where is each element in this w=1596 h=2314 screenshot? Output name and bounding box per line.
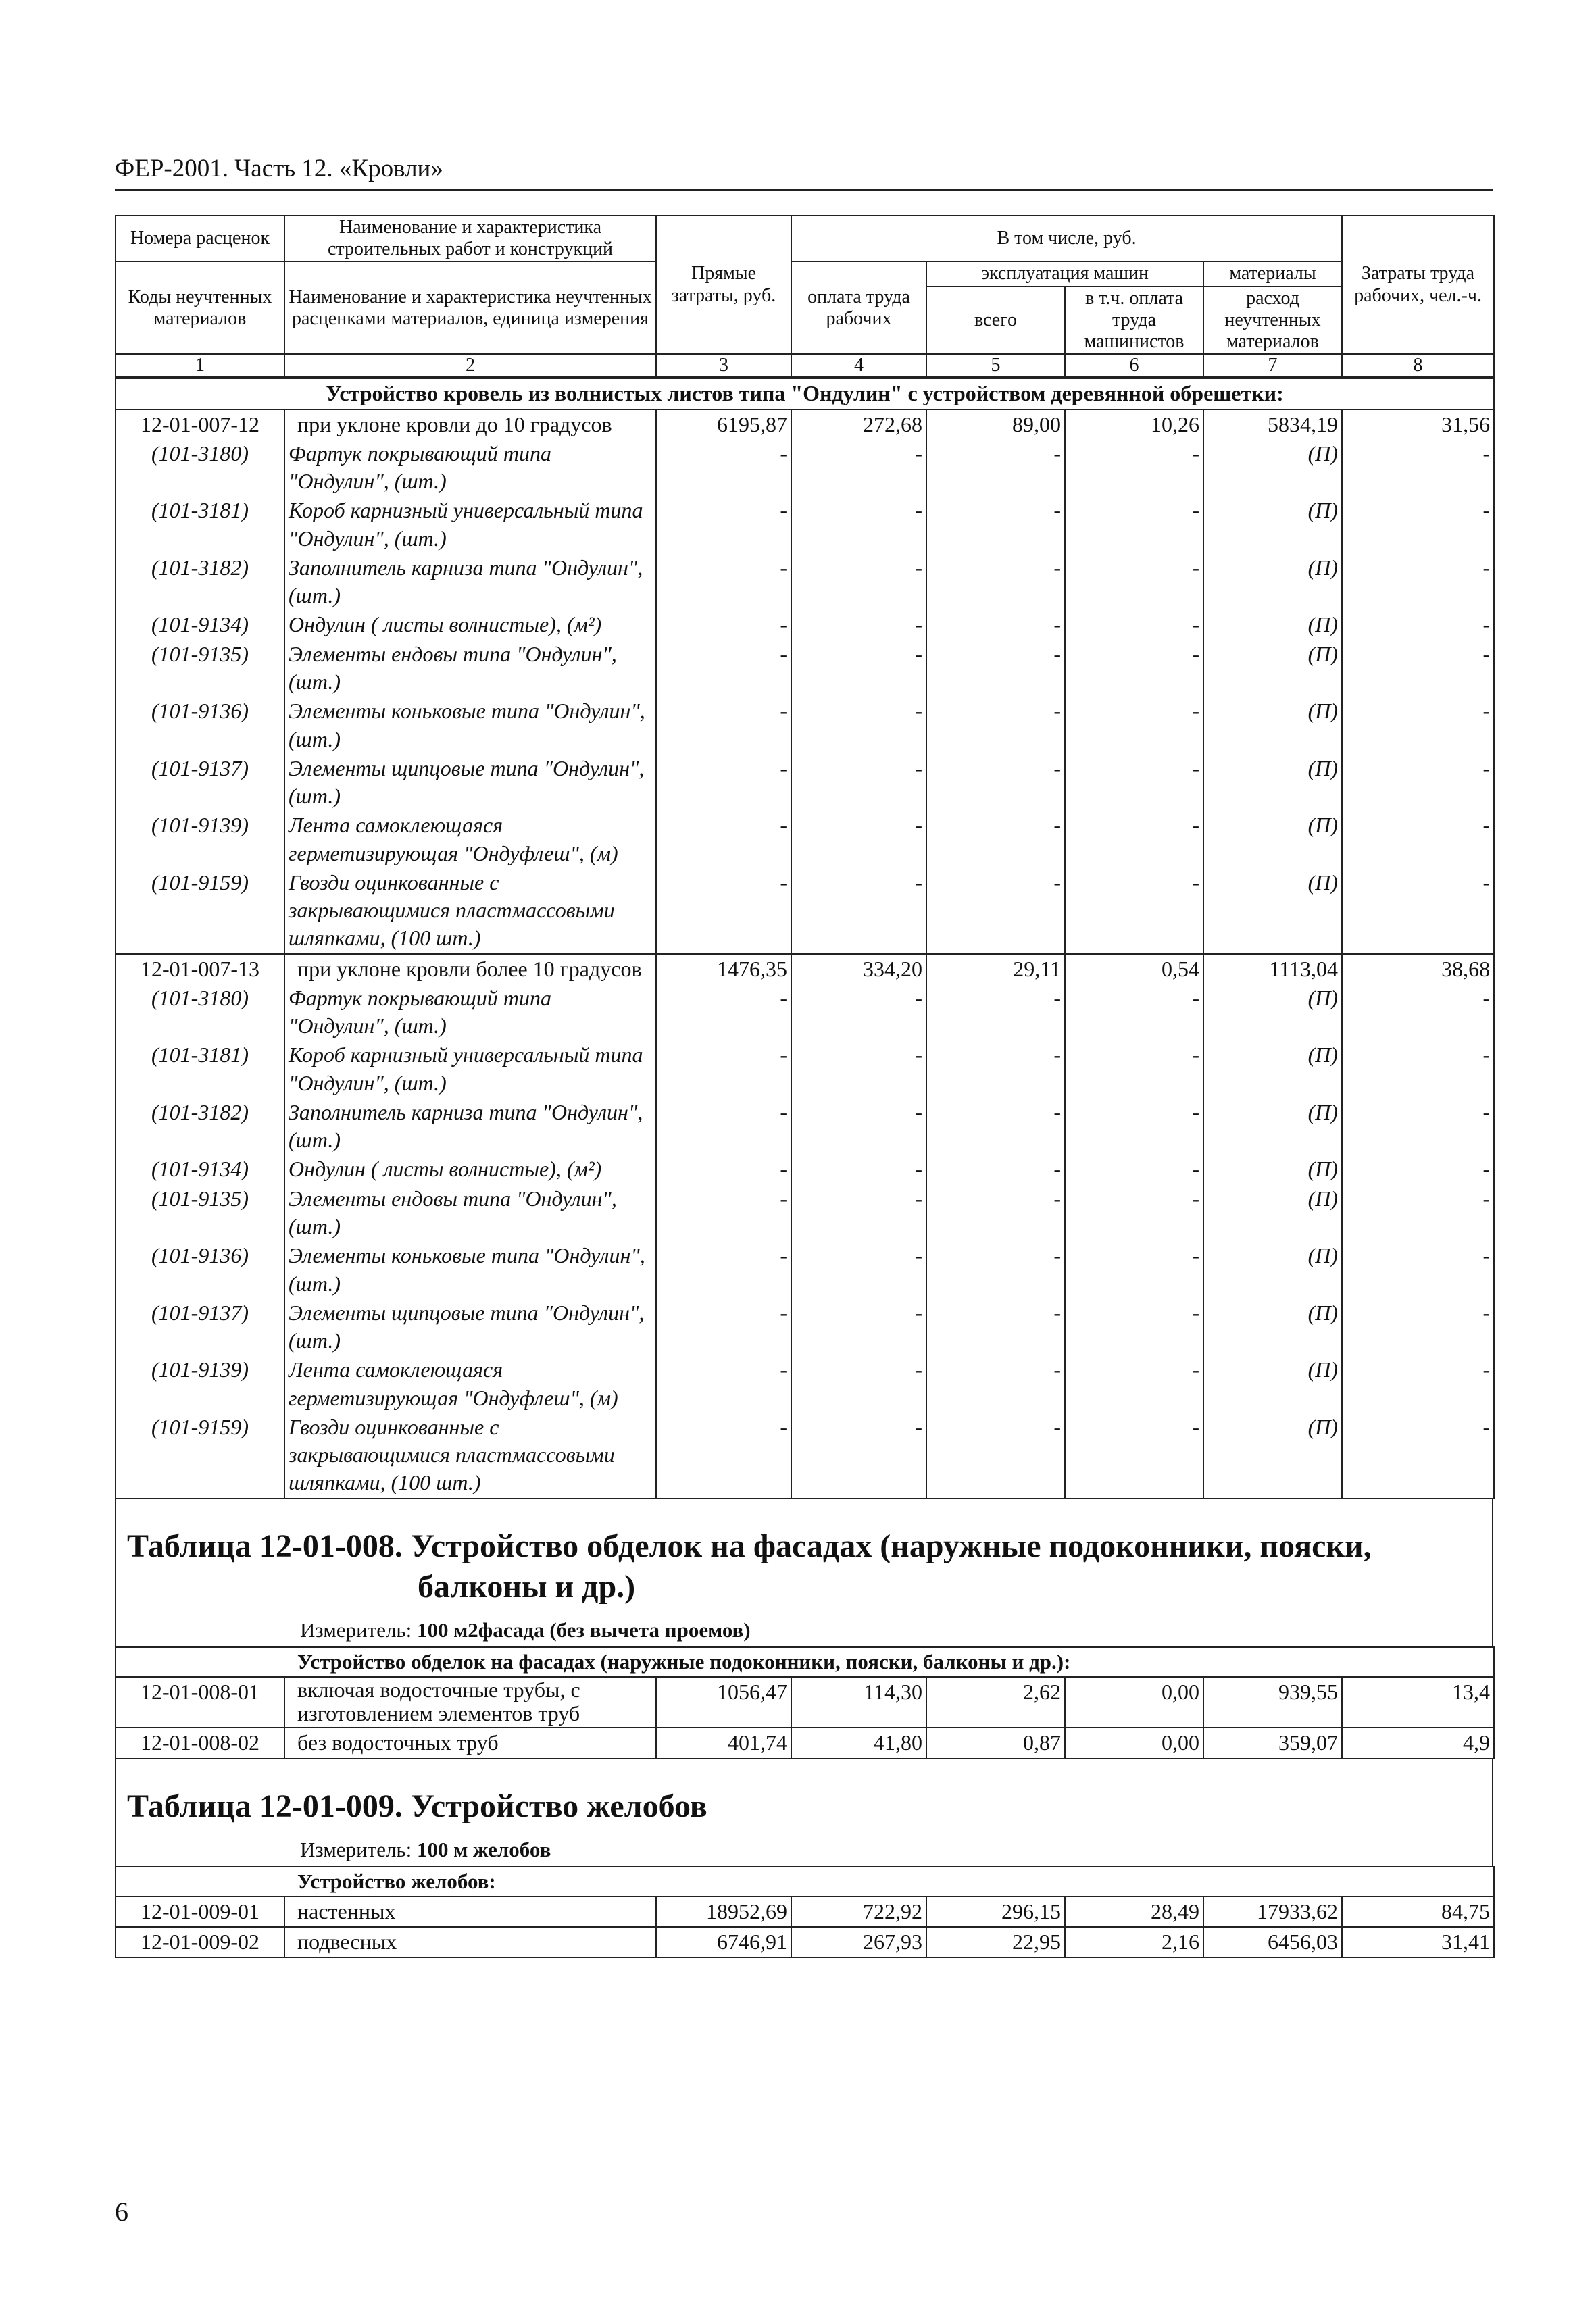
material-code: (101-3180) <box>116 439 284 497</box>
materials-cost: 359,07 <box>1203 1728 1342 1758</box>
worker-pay: - <box>791 640 926 697</box>
worker-pay: - <box>791 1241 926 1299</box>
material-name: Лента самоклеющаяся герметизирующая "Ондуфлеш", (м) <box>284 1355 656 1413</box>
rate-code: 12-01-008-02 <box>116 1728 284 1758</box>
rate-name: без водосточных труб <box>284 1728 656 1758</box>
direct-costs: - <box>656 1184 791 1242</box>
labor-hours: - <box>1342 640 1494 697</box>
worker-pay: - <box>791 1098 926 1155</box>
worker-pay: - <box>791 610 926 639</box>
labor-hours: - <box>1342 553 1494 611</box>
machines-total: - <box>926 984 1065 1041</box>
labor-hours: - <box>1342 1413 1494 1499</box>
machines-total: 0,87 <box>926 1728 1065 1758</box>
col-material-codes-header: Коды неучтенных материалов <box>116 261 284 354</box>
material-name: Гвозди оцинкованные с закрывающимися пластмассовыми шляпками, (100 шт.) <box>284 1413 656 1499</box>
table-row <box>116 1896 1494 1927</box>
worker-pay: - <box>791 553 926 611</box>
col-number: 1 <box>116 354 284 377</box>
machines-total: 2,62 <box>926 1677 1065 1728</box>
col-machinists-pay-header: в т.ч. оплата труда машинистов <box>1065 286 1203 355</box>
material-row <box>116 553 1494 611</box>
labor-hours: - <box>1342 1299 1494 1356</box>
machinists-pay: - <box>1065 1413 1203 1499</box>
labor-hours: - <box>1342 984 1494 1041</box>
labor-hours: - <box>1342 811 1494 868</box>
col-unaccounted-materials-header: расход неучтенных материалов <box>1203 286 1342 355</box>
material-code: (101-9159) <box>116 868 284 954</box>
rates-table-header <box>115 215 1495 378</box>
materials-cost: (П) <box>1203 754 1342 811</box>
header-rule <box>115 189 1493 191</box>
meter-value: 100 м2фасада (без вычета проемов) <box>416 1617 751 1642</box>
direct-costs: - <box>656 1299 791 1356</box>
labor-hours: - <box>1342 868 1494 954</box>
material-code: (101-9137) <box>116 754 284 811</box>
machines-total: 22,95 <box>926 1927 1065 1957</box>
col-number: 4 <box>791 354 926 377</box>
direct-costs: - <box>656 1040 791 1098</box>
machinists-pay: 2,16 <box>1065 1927 1203 1957</box>
machines-total: - <box>926 1241 1065 1299</box>
labor-hours: - <box>1342 439 1494 497</box>
worker-pay: - <box>791 984 926 1041</box>
machines-total: 29,11 <box>926 954 1065 984</box>
col-works-header: Наименование и характеристика строительных работ и конструкций <box>284 216 656 261</box>
machinists-pay: - <box>1065 640 1203 697</box>
col-number: 5 <box>926 354 1065 377</box>
material-code: (101-3181) <box>116 1040 284 1098</box>
direct-costs: - <box>656 439 791 497</box>
page-header: ФЕР-2001. Часть 12. «Кровли» <box>115 155 443 182</box>
direct-costs: - <box>656 868 791 954</box>
table-row <box>116 409 1494 439</box>
worker-pay: - <box>791 439 926 497</box>
material-name: Элементы ендовы типа "Ондулин", (шт.) <box>284 1184 656 1242</box>
labor-hours: - <box>1342 1184 1494 1242</box>
materials-cost: (П) <box>1203 1299 1342 1356</box>
material-name: Элементы ендовы типа "Ондулин", (шт.) <box>284 640 656 697</box>
machines-total: - <box>926 1098 1065 1155</box>
table-row <box>116 1677 1494 1728</box>
machinists-pay: 10,26 <box>1065 409 1203 439</box>
worker-pay: - <box>791 697 926 754</box>
page-number: 6 <box>115 2196 128 2227</box>
machines-total: - <box>926 610 1065 639</box>
direct-costs: - <box>656 1413 791 1499</box>
machines-total: - <box>926 811 1065 868</box>
machinists-pay: 28,49 <box>1065 1896 1203 1927</box>
worker-pay: 272,68 <box>791 409 926 439</box>
table-008 <box>115 1646 1495 1759</box>
machinists-pay: 0,00 <box>1065 1677 1203 1728</box>
meter-value: 100 м желобов <box>416 1837 551 1861</box>
direct-costs: - <box>656 1355 791 1413</box>
labor-hours: 31,56 <box>1342 409 1494 439</box>
table-row <box>116 954 1494 984</box>
material-code: (101-3182) <box>116 553 284 611</box>
rate-name: настенных <box>284 1896 656 1927</box>
machinists-pay: - <box>1065 754 1203 811</box>
labor-hours: 4,9 <box>1342 1728 1494 1758</box>
rate-name: при уклоне кровли более 10 градусов <box>284 954 656 984</box>
materials-cost: (П) <box>1203 1098 1342 1155</box>
machinists-pay: - <box>1065 984 1203 1041</box>
material-row <box>116 754 1494 811</box>
material-name: Ондулин ( листы волнистые), (м²) <box>284 610 656 639</box>
machinists-pay: - <box>1065 439 1203 497</box>
machines-total: - <box>926 496 1065 553</box>
machines-total: - <box>926 439 1065 497</box>
machines-total: - <box>926 1299 1065 1356</box>
materials-cost: (П) <box>1203 439 1342 497</box>
material-name: Гвозди оцинкованные с закрывающимися пластмассовыми шляпками, (100 шт.) <box>284 868 656 954</box>
material-name: Короб карнизный универсальный типа "Ондулин", (шт.) <box>284 496 656 553</box>
rate-code: 12-01-007-12 <box>116 409 284 439</box>
labor-hours: - <box>1342 1155 1494 1184</box>
machinists-pay: - <box>1065 1241 1203 1299</box>
worker-pay: - <box>791 1355 926 1413</box>
worker-pay: - <box>791 1299 926 1356</box>
machines-total: - <box>926 868 1065 954</box>
table-row <box>116 1927 1494 1957</box>
machinists-pay: 0,00 <box>1065 1728 1203 1758</box>
machines-total: - <box>926 754 1065 811</box>
materials-cost: 17933,62 <box>1203 1896 1342 1927</box>
material-row <box>116 640 1494 697</box>
rate-name: при уклоне кровли до 10 градусов <box>284 409 656 439</box>
table-008-meter <box>116 1614 1492 1646</box>
direct-costs: 1476,35 <box>656 954 791 984</box>
material-name: Заполнитель карниза типа "Ондулин", (шт.) <box>284 553 656 611</box>
material-name: Фартук покрывающий типа "Ондулин", (шт.) <box>284 439 656 497</box>
materials-cost: (П) <box>1203 868 1342 954</box>
material-name: Элементы коньковые типа "Ондулин", (шт.) <box>284 1241 656 1299</box>
direct-costs: - <box>656 496 791 553</box>
material-row <box>116 439 1494 497</box>
material-name: Короб карнизный универсальный типа "Ондулин", (шт.) <box>284 1040 656 1098</box>
machines-total: 296,15 <box>926 1896 1065 1927</box>
materials-cost: (П) <box>1203 553 1342 611</box>
worker-pay: - <box>791 1040 926 1098</box>
machines-total: - <box>926 1184 1065 1242</box>
material-code: (101-9137) <box>116 1299 284 1356</box>
labor-hours: - <box>1342 496 1494 553</box>
machinists-pay: - <box>1065 610 1203 639</box>
material-code: (101-9135) <box>116 640 284 697</box>
rate-code: 12-01-009-01 <box>116 1896 284 1927</box>
table-008-title-line1: Таблица 12-01-008. Устройство обделок на фасадах (наружные подоконники, пояски, <box>127 1528 1372 1564</box>
direct-costs: 1056,47 <box>656 1677 791 1728</box>
materials-cost: 939,55 <box>1203 1677 1342 1728</box>
materials-cost: (П) <box>1203 1241 1342 1299</box>
machines-total: - <box>926 553 1065 611</box>
machines-total: - <box>926 1413 1065 1499</box>
material-code: (101-9134) <box>116 610 284 639</box>
table-009-block <box>115 1759 1493 1866</box>
col-machines-header: эксплуатация машин <box>926 261 1203 286</box>
labor-hours: - <box>1342 754 1494 811</box>
material-row <box>116 1241 1494 1299</box>
material-row <box>116 496 1494 553</box>
material-row <box>116 1355 1494 1413</box>
table-009-meter <box>116 1834 1492 1866</box>
worker-pay: - <box>791 811 926 868</box>
material-row <box>116 868 1494 954</box>
col-number: 7 <box>1203 354 1342 377</box>
labor-hours: - <box>1342 1040 1494 1098</box>
col-number: 6 <box>1065 354 1203 377</box>
col-number: 8 <box>1342 354 1494 377</box>
machinists-pay: - <box>1065 1184 1203 1242</box>
labor-hours: - <box>1342 1241 1494 1299</box>
machinists-pay: - <box>1065 1299 1203 1356</box>
machinists-pay: - <box>1065 1040 1203 1098</box>
materials-cost: (П) <box>1203 811 1342 868</box>
machines-total: - <box>926 640 1065 697</box>
machinists-pay: - <box>1065 811 1203 868</box>
materials-cost: 6456,03 <box>1203 1927 1342 1957</box>
rate-code: 12-01-007-13 <box>116 954 284 984</box>
material-name: Фартук покрывающий типа "Ондулин", (шт.) <box>284 984 656 1041</box>
meter-label: Измеритель: <box>300 1837 412 1861</box>
labor-hours: - <box>1342 1098 1494 1155</box>
worker-pay: - <box>791 1413 926 1499</box>
col-labor-hours-header: Затраты труда рабочих, чел.-ч. <box>1342 216 1494 354</box>
col-worker-pay-header: оплата труда рабочих <box>791 261 926 354</box>
direct-costs: - <box>656 984 791 1041</box>
worker-pay: - <box>791 1184 926 1242</box>
machinists-pay: - <box>1065 697 1203 754</box>
materials-cost: 1113,04 <box>1203 954 1342 984</box>
material-code: (101-9136) <box>116 1241 284 1299</box>
material-code: (101-9136) <box>116 697 284 754</box>
worker-pay: - <box>791 1155 926 1184</box>
material-code: (101-9139) <box>116 811 284 868</box>
labor-hours: 31,41 <box>1342 1927 1494 1957</box>
machinists-pay: - <box>1065 1355 1203 1413</box>
direct-costs: - <box>656 1098 791 1155</box>
col-including-header: В том числе, руб. <box>791 216 1342 261</box>
direct-costs: 6195,87 <box>656 409 791 439</box>
rate-name: подвесных <box>284 1927 656 1957</box>
material-row <box>116 1155 1494 1184</box>
machinists-pay: - <box>1065 1098 1203 1155</box>
material-code: (101-3181) <box>116 496 284 553</box>
col-rates-header: Номера расценок <box>116 216 284 261</box>
section-title: Устройство обделок на фасадах (наружные подоконники, пояски, балконы и др.): <box>116 1647 1494 1677</box>
material-name: Заполнитель карниза типа "Ондулин", (шт.) <box>284 1098 656 1155</box>
labor-hours: 84,75 <box>1342 1896 1494 1927</box>
direct-costs: 18952,69 <box>656 1896 791 1927</box>
worker-pay: 114,30 <box>791 1677 926 1728</box>
main-content <box>115 215 1493 1958</box>
direct-costs: - <box>656 640 791 697</box>
direct-costs: - <box>656 1241 791 1299</box>
worker-pay: - <box>791 754 926 811</box>
table-009-title: Таблица 12-01-009. Устройство желобов <box>127 1788 707 1824</box>
table-row <box>116 1728 1494 1758</box>
section-title: Устройство кровель из волнистых листов типа "Ондулин" с устройством деревянной обрешетки: <box>116 378 1494 409</box>
material-list <box>116 984 1494 1499</box>
material-list <box>116 439 1494 954</box>
machinists-pay: - <box>1065 1155 1203 1184</box>
machinists-pay: - <box>1065 553 1203 611</box>
table-008-title-line2: балконы и др.) <box>418 1568 636 1605</box>
worker-pay: - <box>791 496 926 553</box>
material-code: (101-9134) <box>116 1155 284 1184</box>
materials-cost: 5834,19 <box>1203 409 1342 439</box>
machinists-pay: - <box>1065 868 1203 954</box>
rate-name: включая водосточные трубы, с изготовлением элементов труб <box>284 1677 656 1728</box>
material-row <box>116 610 1494 639</box>
materials-cost: (П) <box>1203 610 1342 639</box>
worker-pay: - <box>791 868 926 954</box>
meter-label: Измеритель: <box>300 1617 412 1642</box>
machines-total: - <box>926 1040 1065 1098</box>
material-name: Лента самоклеющаяся герметизирующая "Ондуфлеш", (м) <box>284 811 656 868</box>
labor-hours: - <box>1342 610 1494 639</box>
material-row <box>116 697 1494 754</box>
materials-cost: (П) <box>1203 697 1342 754</box>
material-code: (101-9135) <box>116 1184 284 1242</box>
machines-total: - <box>926 1155 1065 1184</box>
material-row <box>116 811 1494 868</box>
labor-hours: 13,4 <box>1342 1677 1494 1728</box>
col-material-names-header: Наименование и характеристика неучтенных расценками материалов, единица измерения <box>284 261 656 354</box>
direct-costs: - <box>656 754 791 811</box>
rates-table-body <box>115 378 1495 1499</box>
material-row <box>116 1413 1494 1499</box>
material-row <box>116 984 1494 1041</box>
material-code: (101-3180) <box>116 984 284 1041</box>
rate-code: 12-01-009-02 <box>116 1927 284 1957</box>
materials-cost: (П) <box>1203 1184 1342 1242</box>
machines-total: 89,00 <box>926 409 1065 439</box>
material-row <box>116 1184 1494 1242</box>
table-008-title <box>116 1499 1492 1614</box>
rate-code: 12-01-008-01 <box>116 1677 284 1728</box>
direct-costs: - <box>656 553 791 611</box>
section-title: Устройство желобов: <box>116 1867 1494 1896</box>
labor-hours: - <box>1342 1355 1494 1413</box>
machinists-pay: - <box>1065 496 1203 553</box>
materials-cost: (П) <box>1203 496 1342 553</box>
machinists-pay: 0,54 <box>1065 954 1203 984</box>
materials-cost: (П) <box>1203 1040 1342 1098</box>
material-row <box>116 1098 1494 1155</box>
material-name: Элементы коньковые типа "Ондулин", (шт.) <box>284 697 656 754</box>
direct-costs: - <box>656 1155 791 1184</box>
worker-pay: 267,93 <box>791 1927 926 1957</box>
col-number: 3 <box>656 354 791 377</box>
materials-cost: (П) <box>1203 1355 1342 1413</box>
material-row <box>116 1299 1494 1356</box>
materials-cost: (П) <box>1203 984 1342 1041</box>
col-machines-total-header: всего <box>926 286 1065 355</box>
labor-hours: - <box>1342 697 1494 754</box>
col-materials-header: материалы <box>1203 261 1342 286</box>
material-name: Элементы щипцовые типа "Ондулин", (шт.) <box>284 1299 656 1356</box>
machines-total: - <box>926 697 1065 754</box>
col-direct-costs-header: Прямые затраты, руб. <box>656 216 791 354</box>
direct-costs: - <box>656 811 791 868</box>
table-009 <box>115 1866 1495 1959</box>
material-name: Ондулин ( листы волнистые), (м²) <box>284 1155 656 1184</box>
direct-costs: - <box>656 697 791 754</box>
materials-cost: (П) <box>1203 1155 1342 1184</box>
col-number: 2 <box>284 354 656 377</box>
materials-cost: (П) <box>1203 1413 1342 1499</box>
material-name: Элементы щипцовые типа "Ондулин", (шт.) <box>284 754 656 811</box>
direct-costs: 401,74 <box>656 1728 791 1758</box>
material-row <box>116 1040 1494 1098</box>
materials-cost: (П) <box>1203 640 1342 697</box>
direct-costs: - <box>656 610 791 639</box>
table-008-block <box>115 1499 1493 1646</box>
worker-pay: 334,20 <box>791 954 926 984</box>
material-code: (101-3182) <box>116 1098 284 1155</box>
worker-pay: 41,80 <box>791 1728 926 1758</box>
direct-costs: 6746,91 <box>656 1927 791 1957</box>
worker-pay: 722,92 <box>791 1896 926 1927</box>
material-code: (101-9139) <box>116 1355 284 1413</box>
machines-total: - <box>926 1355 1065 1413</box>
labor-hours: 38,68 <box>1342 954 1494 984</box>
material-code: (101-9159) <box>116 1413 284 1499</box>
